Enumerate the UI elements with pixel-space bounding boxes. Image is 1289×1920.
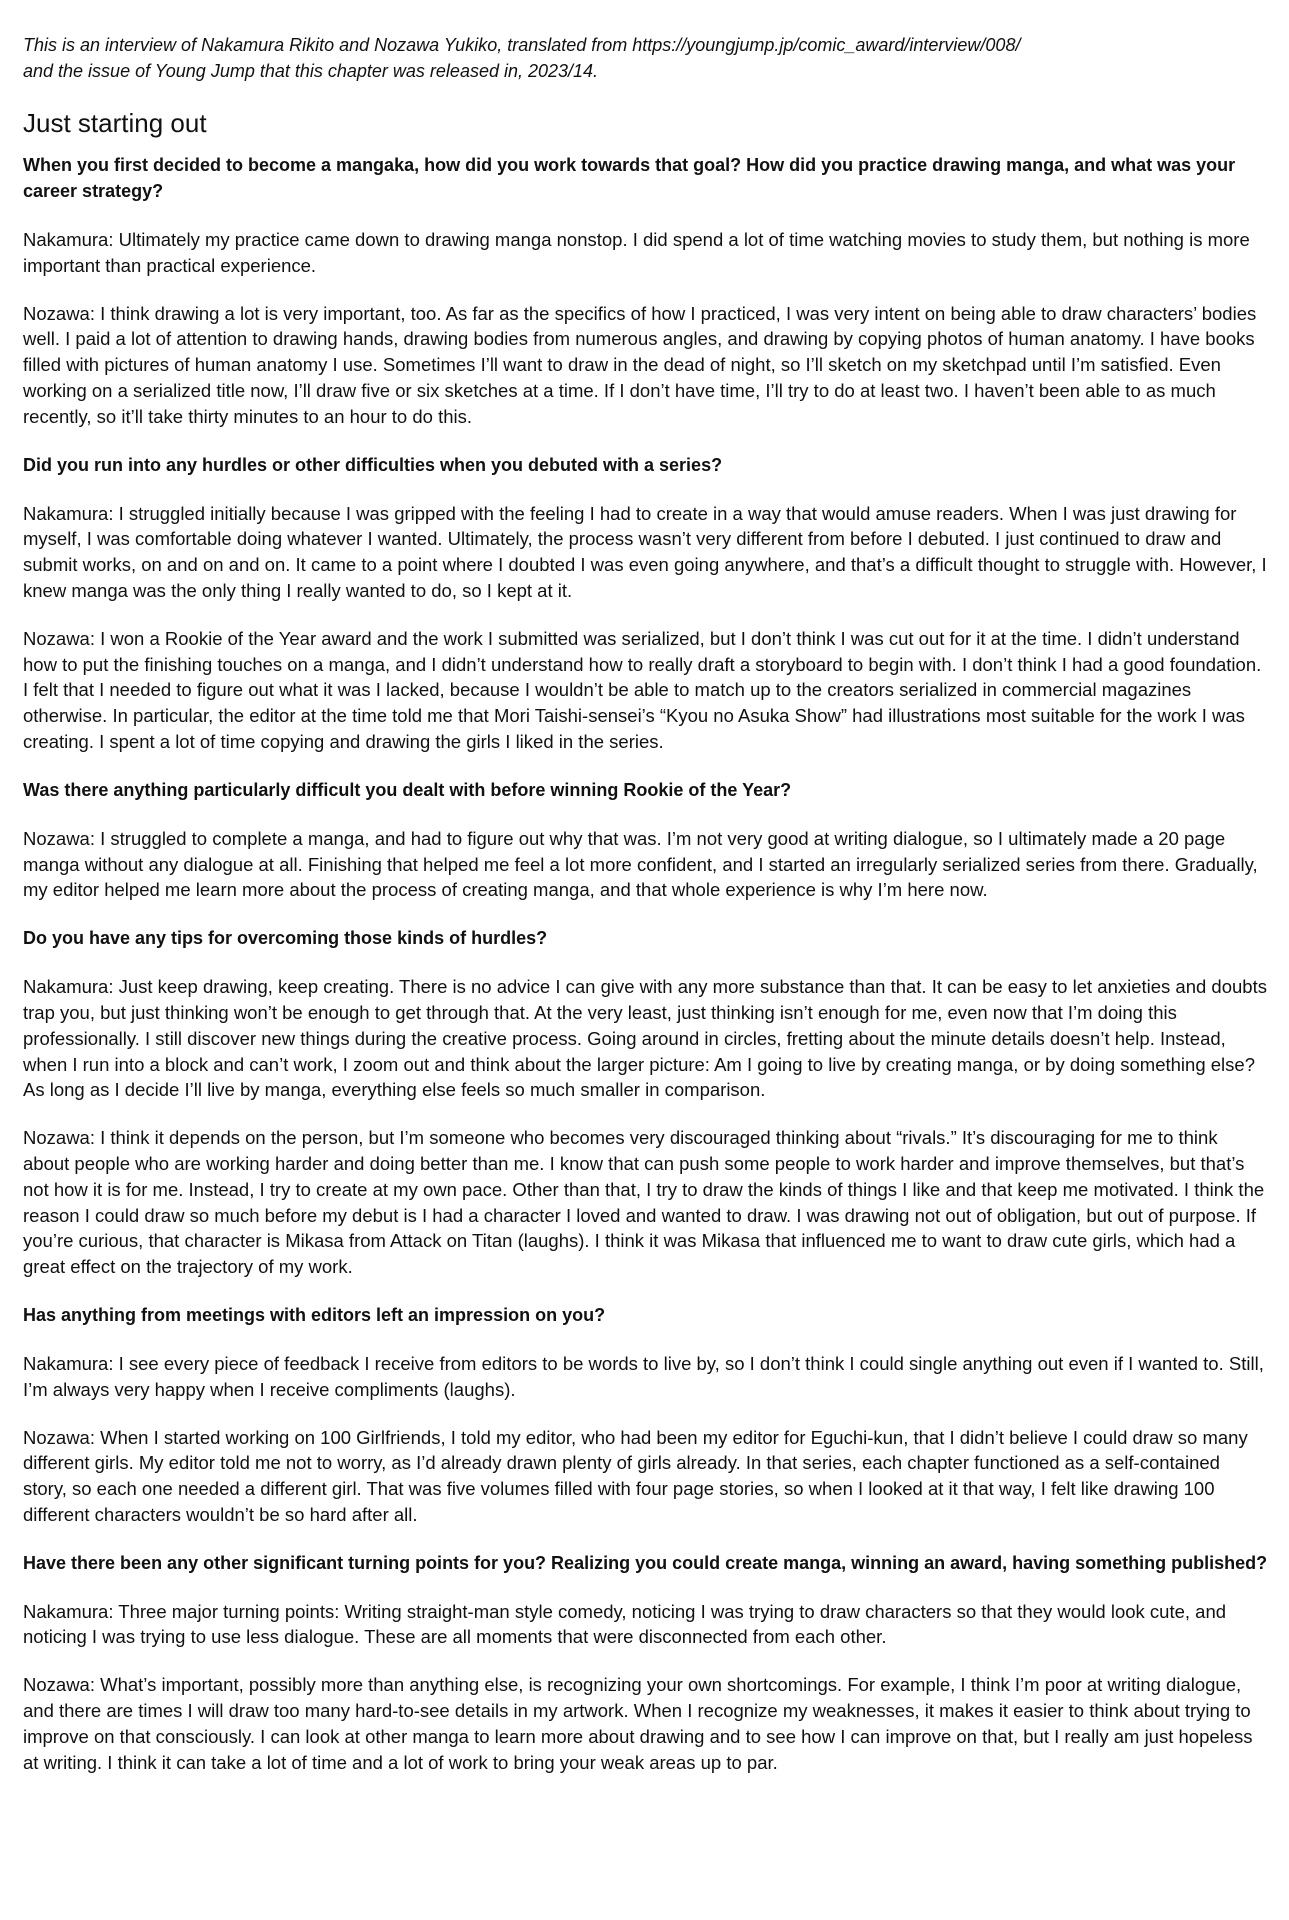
question-6: Have there been any other significant turning points for you? Realizing you could create manga, winning an award, having something published? (23, 1552, 1268, 1573)
interview-article (23, 32, 1268, 1775)
answer-4-nozawa: Nozawa: I think it depends on the person, but I’m someone who becomes very discouraged thinking about “rivals.” It’s discouraging for me to think about people who are working harder and doing better than me. I know that can push some people to work harder and improve themselves, but that’s not how it is for me. Instead, I try to create at my own pace. Other than that, I try to draw the kinds of things I like and that keep me motivated. I think the reason I could draw so much before my debut is I had a character I loved and wanted to draw. I was drawing not out of obligation, but out of purpose. If you’re curious, that character is Mikasa from Attack on Titan (laughs). I think it was Mikasa that influenced me to want to draw cute girls, which had a great effect on the trajectory of my work. (23, 1127, 1265, 1278)
question-2: Did you run into any hurdles or other difficulties when you debuted with a series? (23, 454, 723, 475)
question-4: Do you have any tips for overcoming those kinds of hurdles? (23, 928, 548, 949)
answer-5-nozawa: Nozawa: When I started working on 100 Girlfriends, I told my editor, who had been my editor for Eguchi-kun, that I didn’t believe I could draw so many different girls. My editor told me not to worry, as I’d already drawn plenty of girls already. In that series, each chapter functioned as a self-contained story, so each one needed a different girl. That was five volumes filled with four page stories, so when I looked at it that way, I felt like drawing 100 different characters wouldn’t be so hard after all. (23, 1426, 1248, 1525)
translation-note (23, 32, 1268, 84)
answer-2-nakamura: Nakamura: I struggled initially because I was gripped with the feeling I had to create in a way that would amuse readers. When I was just drawing for myself, I was comfortable doing whatever I wanted. Ultimately, the process wasn’t very different from before I debuted. I just continued to draw and submit works, on and on and on. It came to a point where I doubted I was even going anywhere, and that’s a difficult thought to struggle with. However, I knew manga was the only thing I really wanted to do, so I kept at it. (23, 502, 1267, 601)
answer-2-nozawa: Nozawa: I won a Rookie of the Year award and the work I submitted was serialized, but I don’t think I was cut out for it at the time. I didn’t understand how to put the finishing touches on a manga, and I didn’t understand how to really draft a storyboard to begin with. I don’t think I had a good foundation. I felt that I needed to figure out what it was I lacked, because I wouldn’t be able to match up to the creators serialized in commercial magazines otherwise. In particular, the editor at the time told me that Mori Taishi-sensei’s “Kyou no Asuka Show” had illustrations most suitable for the work I was creating. I spent a lot of time copying and drawing the girls I liked in the series. (23, 627, 1262, 752)
translation-note-line-2: and the issue of Young Jump that this chapter was released in, 2023/14. (23, 61, 599, 81)
answer-4-nakamura: Nakamura: Just keep drawing, keep creating. There is no advice I can give with any more substance than that. It can be easy to let anxieties and doubts trap you, but just thinking won’t be enough to get through that. At the very least, just thinking isn’t enough for me, even now that I’m doing this professionally. I still discover new things during the creative process. Going around in circles, fretting about the minute details doesn’t help. Instead, when I run into a block and can’t work, I zoom out and think about the larger picture: Am I going to live by creating manga, or by doing something else? As long as I decide I’ll live by manga, everything else feels so much smaller in comparison. (23, 976, 1267, 1101)
answer-1-nozawa: Nozawa: I think drawing a lot is very important, too. As far as the specifics of how I practiced, I was very intent on being able to draw characters’ bodies well. I paid a lot of attention to drawing hands, drawing bodies from numerous angles, and drawing by copying photos of human anatomy. I have books filled with pictures of human anatomy I use. Sometimes I’ll want to draw in the dead of night, so I’ll sketch on my sketchpad until I’m satisfied. Even working on a serialized title now, I’ll draw five or six sketches at a time. If I don’t have time, I’ll try to do at least two. I haven’t been able to as much recently, so it’ll take thirty minutes to an hour to do this. (23, 302, 1257, 427)
answer-1-nakamura: Nakamura: Ultimately my practice came down to drawing manga nonstop. I did spend a lot of time watching movies to study them, but nothing is more important than practical experience. (23, 229, 1250, 276)
question-5: Has anything from meetings with editors left an impression on you? (23, 1304, 606, 1325)
question-1: When you first decided to become a mangaka, how did you work towards that goal? How did you practice drawing manga, and what was your career strategy? (23, 155, 1236, 201)
answer-6-nakamura: Nakamura: Three major turning points: Writing straight-man style comedy, noticing I was trying to draw characters so that they would look cute, and noticing I was trying to use less dialogue. These are all moments that were disconnected from each other. (23, 1600, 1227, 1648)
answer-3-nozawa: Nozawa: I struggled to complete a manga, and had to figure out why that was. I’m not very good at writing dialogue, so I ultimately made a 20 page manga without any dialogue at all. Finishing that helped me feel a lot more confident, and I started an irregularly serialized series from there. Gradually, my editor helped me learn more about the process of creating manga, and that whole experience is why I’m here now. (23, 827, 1258, 901)
answer-6-nozawa: Nozawa: What’s important, possibly more than anything else, is recognizing your own shortcomings. For example, I think I’m poor at writing dialogue, and there are times I will draw too many hard-to-see details in my artwork. When I recognize my weaknesses, it makes it easier to think about trying to improve on that consciously. I can look at other manga to learn more about drawing and to see how I can improve on that, but I really am just hopeless at writing. I think it can take a lot of time and a lot of work to bring your weak areas up to par. (23, 1674, 1253, 1773)
answer-5-nakamura: Nakamura: I see every piece of feedback I receive from editors to be words to live by, so I don’t think I could single anything out even if I wanted to. Still, I’m always very happy when I receive compliments (laughs). (23, 1352, 1264, 1400)
question-3: Was there anything particularly difficult you dealt with before winning Rookie of the Year? (23, 779, 792, 800)
translation-note-line-1: This is an interview of Nakamura Rikito and Nozawa Yukiko, translated from https://youngjump.jp/comic_award/interview/008/ (23, 35, 1021, 55)
section-title: Just starting out (23, 108, 207, 138)
